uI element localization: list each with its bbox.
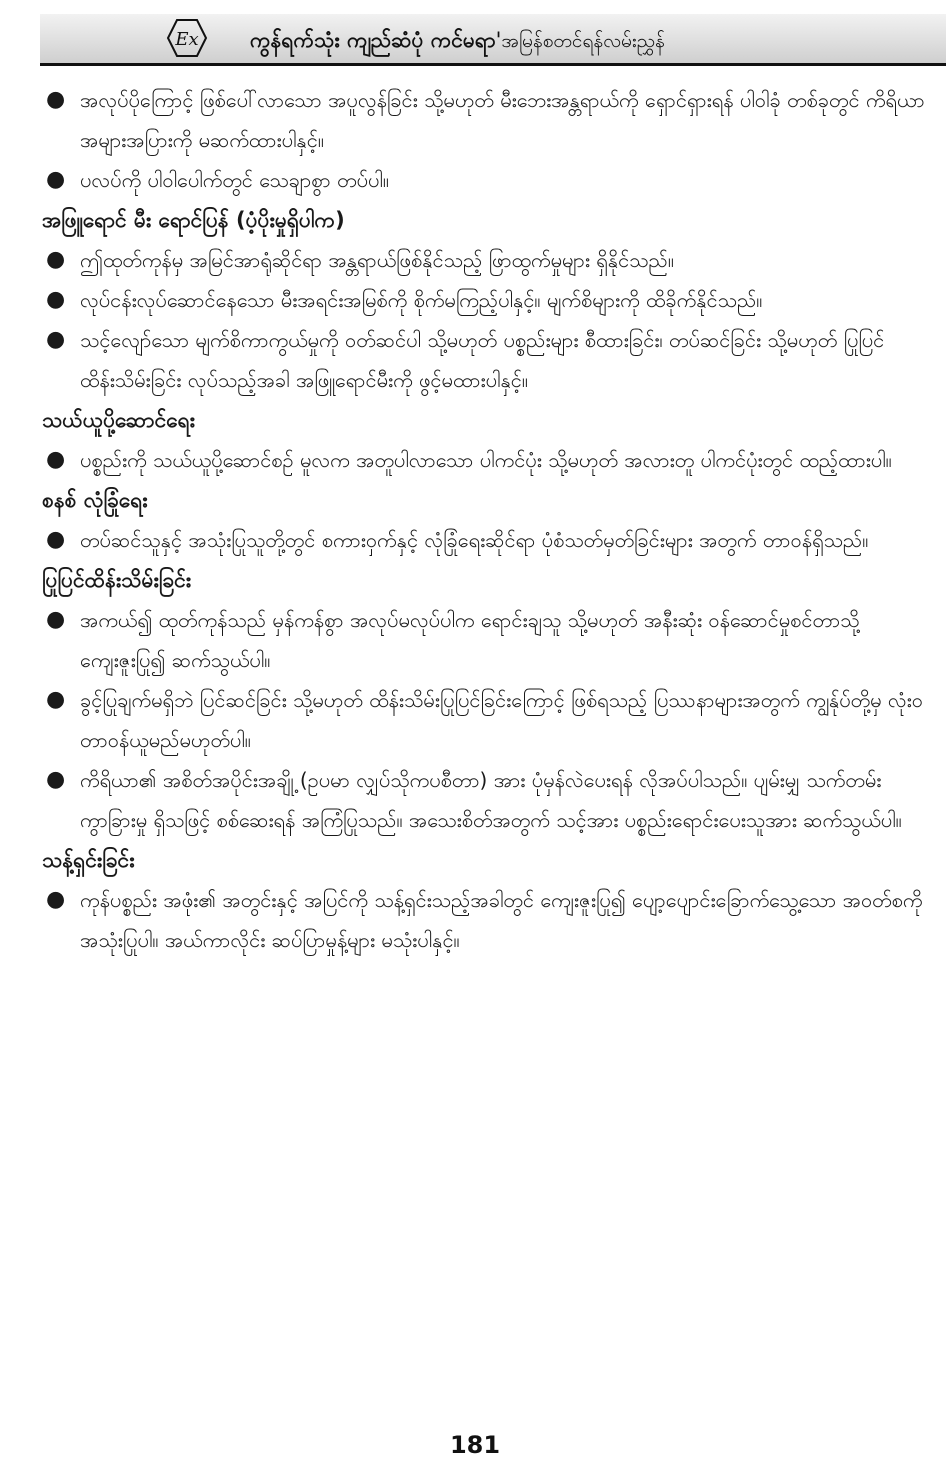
bullet-icon: ● — [46, 87, 66, 112]
list-item-text: ကိရိယာ၏ အစိတ်အပိုင်းအချို့ (ဥပမာ လျှပ်သိုကပစီတာ) အား ပုံမှန်လဲပေးရန် လိုအပ်ပါသည်။ ပျမ်းမျှ သက်တမ်း ကွာခြားမှု ရှိသဖြင့် စစ်ဆေးရန် အကြံပြုသည်။ အသေးစိတ်အတွက် သင့်အား ပစ္စည်းရောင်းပေးသူအား ဆက်သွယ်ပါ။ — [80, 768, 902, 832]
section-heading: သယ်ယူပို့ဆောင်ရေး — [42, 408, 196, 432]
bullet-icon: ● — [46, 447, 66, 472]
section-heading: သန့်ရှင်းခြင်း — [42, 848, 135, 872]
section — [42, 560, 927, 840]
list-item — [42, 680, 927, 760]
bullet-list — [42, 240, 927, 400]
bullet-icon: ● — [46, 687, 66, 712]
bullet-icon: ● — [46, 247, 66, 272]
list-item — [42, 760, 927, 840]
section — [42, 80, 927, 200]
list-item — [42, 280, 927, 320]
bullet-icon: ● — [46, 167, 66, 192]
page-header — [40, 14, 946, 66]
section-heading: အဖြူရောင် မီး ရောင်ပြန် (ပံ့ပိုးမှုရှိပါက) — [42, 208, 345, 232]
list-item — [42, 320, 927, 400]
list-item — [42, 600, 927, 680]
list-item-text: တပ်ဆင်သူနှင့် အသုံးပြုသူတို့တွင် စကားဝှက်နှင့် လုံခြုံရေးဆိုင်ရာ ပုံစံသတ်မှတ်ခြင်းများ အတွက် တာဝန်ရှိသည်။ — [80, 528, 869, 552]
bullet-list — [42, 600, 927, 840]
section — [42, 400, 927, 480]
list-item — [42, 80, 927, 160]
bullet-icon: ● — [46, 887, 66, 912]
list-item-text: ကုန်ပစ္စည်း အဖုံး၏ အတွင်းနှင့် အပြင်ကို သန့်ရှင်းသည့်အခါတွင် ကျေးဇူးပြု၍ ပျော့ပျောင်းခြောက်သွေ့သော အဝတ်စကို အသုံးပြုပါ။ အယ်ကာလိုင်း ဆပ်ပြာမှုန့်များ မသုံးပါနှင့်။ — [80, 888, 923, 952]
page-number: 181 — [449, 1431, 501, 1459]
list-item-text: အလုပ်ပိုကြောင့် ဖြစ်ပေါ်လာသော အပူလွန်ခြင်း သို့မဟုတ် မီးဘေးအန္တရာယ်ကို ရှောင်ရှားရန် ပါဝါခုံ တစ်ခုတွင် ကိရိယာ အများအပြားကို မဆက်ထားပါနှင့်။ — [80, 88, 925, 152]
list-item — [42, 520, 927, 560]
bullet-icon: ● — [46, 287, 66, 312]
header-separator: ' — [495, 28, 502, 52]
section — [42, 840, 927, 960]
list-item — [42, 160, 927, 200]
list-item — [42, 240, 927, 280]
list-item-text: လုပ်ငန်းလုပ်ဆောင်နေသော မီးအရင်းအမြစ်ကို စိုက်မကြည့်ပါနှင့်။ မျက်စိများကို ထိခိုက်နိုင်သည်။ — [80, 288, 763, 312]
bullet-list — [42, 880, 927, 960]
section-heading: စနစ် လုံခြုံရေး — [42, 488, 148, 512]
section — [42, 480, 927, 560]
bullet-list — [42, 440, 927, 480]
ex-logo-text: Ex — [175, 29, 199, 50]
bullet-icon: ● — [46, 607, 66, 632]
manual-content — [42, 80, 927, 960]
header-title: ကွန်ရက်သုံး ကျည်ဆံပုံ ကင်မရာ — [250, 28, 496, 52]
bullet-icon: ● — [46, 327, 66, 352]
list-item — [42, 440, 927, 480]
bullet-icon: ● — [46, 527, 66, 552]
bullet-list — [42, 520, 927, 560]
bullet-icon: ● — [46, 767, 66, 792]
list-item-text: ခွင့်ပြုချက်မရှိဘဲ ပြင်ဆင်ခြင်း သို့မဟုတ် ထိန်းသိမ်းပြုပြင်ခြင်းကြောင့် ဖြစ်ရသည့် ပြဿနာများအတွက် ကျွန်ုပ်တို့မှ လုံးဝတာဝန်ယူမည်မဟုတ်ပါ။ — [80, 688, 923, 752]
section — [42, 200, 927, 400]
section-heading: ပြုပြင်ထိန်းသိမ်းခြင်း — [42, 568, 192, 592]
list-item-text: အကယ်၍ ထုတ်ကုန်သည် မှန်ကန်စွာ အလုပ်မလုပ်ပါက ရောင်းချသူ သို့မဟုတ် အနီးဆုံး ဝန်ဆောင်မှုစင်တာသို့ ကျေးဇူးပြု၍ ဆက်သွယ်ပါ။ — [80, 608, 860, 672]
list-item — [42, 880, 927, 960]
list-item-text: ဤထုတ်ကုန်မှ အမြင်အာရုံဆိုင်ရာ အန္တရာယ်ဖြစ်နိုင်သည့် ဖြာထွက်မှုများ ရှိနိုင်သည်။ — [80, 248, 674, 272]
list-item-text: ပလပ်ကို ပါဝါပေါက်တွင် သေချာစွာ တပ်ပါ။ — [80, 168, 389, 192]
header-text — [250, 27, 665, 54]
list-item-text: ပစ္စည်းကို သယ်ယူပို့ဆောင်စဉ် မူလက အတူပါလာသော ပါကင်ပုံး သို့မဟုတ် အလားတူ ပါကင်ပုံးတွင် ထည့်ထားပါ။ — [80, 448, 892, 472]
header-subtitle: အမြန်စတင်ရန်လမ်းညွှန် — [501, 30, 665, 52]
ex-hexagon-icon — [166, 18, 208, 58]
bullet-list — [42, 80, 927, 200]
list-item-text: သင့်လျော်သော မျက်စိကာကွယ်မှုကို ဝတ်ဆင်ပါ သို့မဟုတ် ပစ္စည်းများ စီထားခြင်း၊ တပ်ဆင်ခြင်း သို့မဟုတ် ပြုပြင်ထိန်းသိမ်းခြင်း လုပ်သည့်အခါ အဖြူရောင်မီးကို ဖွင့်မထားပါနှင့်။ — [80, 328, 885, 392]
